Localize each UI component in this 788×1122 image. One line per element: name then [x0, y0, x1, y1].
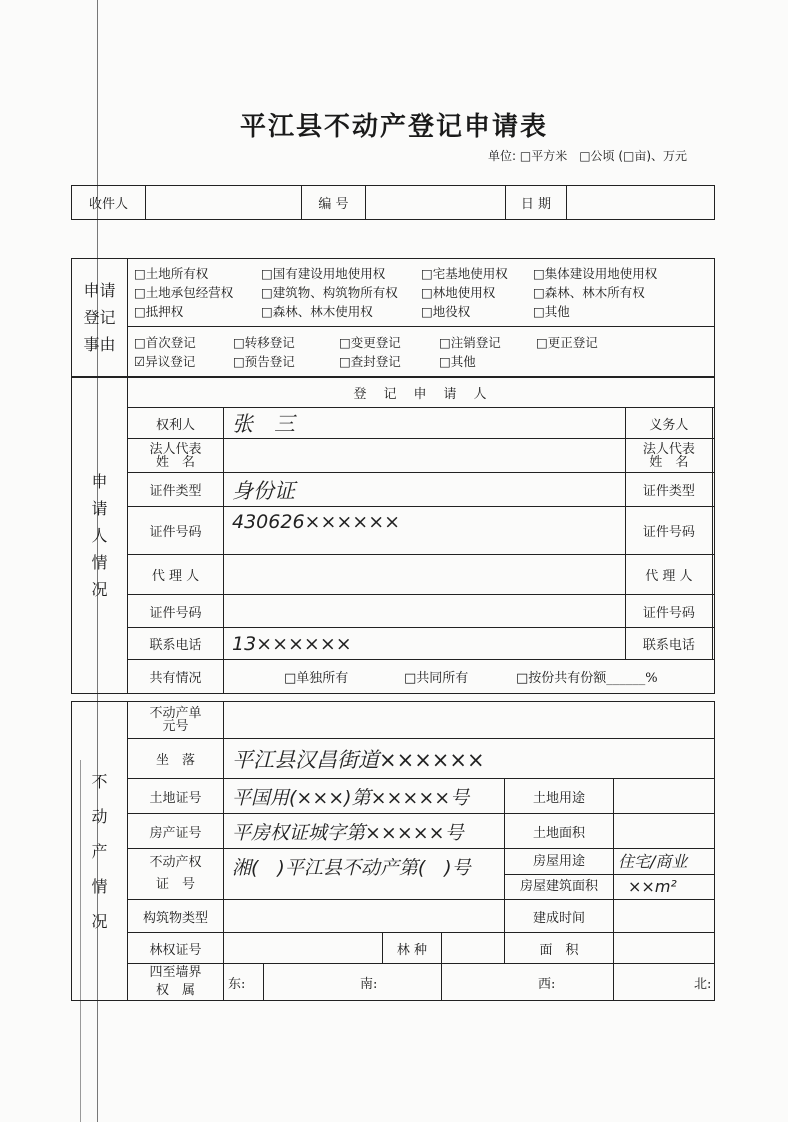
- structure-label: 构筑物类型: [128, 900, 224, 933]
- land-area-value[interactable]: [614, 814, 715, 849]
- built-time-value[interactable]: [614, 900, 715, 933]
- applicant-side-label: [72, 378, 128, 694]
- phone-label-2: 联系电话: [625, 628, 712, 660]
- right-holder-label: 权利人: [128, 408, 224, 439]
- property-table: [71, 701, 715, 1001]
- legal-rep-label: [128, 439, 224, 473]
- opt-change-registration[interactable]: □变更登记: [339, 334, 401, 350]
- phone-value-2[interactable]: [712, 628, 714, 660]
- property-side-char1: 不: [91, 771, 108, 791]
- agent-id-label-2: 证件号码: [625, 595, 712, 628]
- date-field[interactable]: [567, 186, 715, 220]
- built-time-label: 建成时间: [505, 900, 614, 933]
- receiver-label: 收件人: [72, 186, 146, 220]
- boundary-label: [128, 964, 224, 1001]
- opt-transfer-registration[interactable]: □转移登记: [233, 334, 295, 350]
- opt-advance-registration[interactable]: □预告登记: [233, 353, 295, 369]
- land-use-label: 土地用途: [505, 779, 614, 814]
- property-side-char4: 情: [91, 876, 108, 896]
- land-area-label: 土地面积: [505, 814, 614, 849]
- shared-label: 共有情况: [128, 660, 224, 694]
- registration-type-options: [128, 327, 715, 377]
- house-use-label: 房屋用途: [505, 849, 613, 875]
- id-type-label-2: 证件类型: [625, 473, 712, 507]
- north-label: 北:: [614, 964, 715, 1001]
- realty-cert-value[interactable]: 湘( )平江县不动产第( )号: [224, 849, 505, 900]
- applicant-section-title: 登 记 申 请 人: [128, 378, 715, 408]
- structure-value[interactable]: [224, 900, 505, 933]
- obligor-label: 义务人: [625, 408, 712, 439]
- opt-mortgage[interactable]: □抵押权: [134, 304, 184, 319]
- date-label: 日 期: [506, 186, 567, 220]
- reg-label-line2: 登记: [83, 308, 116, 327]
- opt-state-land-use[interactable]: □国有建设用地使用权: [261, 266, 386, 281]
- land-cert-label: 土地证号: [128, 779, 224, 814]
- legal-rep-label-2-text: 法人代表姓 名: [642, 441, 695, 470]
- location-label: 坐 落: [128, 739, 224, 779]
- right-type-options: [128, 259, 715, 327]
- applicant-side-char2: 请: [91, 499, 108, 518]
- forest-type-label: 林 种: [383, 933, 442, 964]
- house-area-value[interactable]: ××m²: [628, 877, 677, 896]
- land-cert-value[interactable]: 平国用(×××)第×××××号: [224, 779, 505, 814]
- opt-land-contract[interactable]: □土地承包经营权: [134, 285, 234, 300]
- house-cert-value[interactable]: 平房权证城字第×××××号: [224, 814, 505, 849]
- id-number-value[interactable]: 430626××××××: [224, 507, 626, 555]
- opt-land-ownership[interactable]: □土地所有权: [134, 266, 209, 281]
- id-number-label-2: 证件号码: [625, 507, 712, 555]
- id-number-value-2[interactable]: [712, 507, 714, 555]
- opt-building-ownership[interactable]: □建筑物、构筑物所有权: [261, 285, 398, 300]
- opt-objection-registration-checked[interactable]: ☑异议登记: [134, 353, 196, 369]
- unit-no-label-text: 不动产单元号: [149, 706, 202, 734]
- opt-easement[interactable]: □地役权: [421, 304, 471, 319]
- id-type-value-2[interactable]: [712, 473, 714, 507]
- unit-no-label: [128, 702, 224, 739]
- agent-value-2[interactable]: [712, 555, 714, 595]
- page-title: 平江县不动产登记申请表: [239, 112, 548, 142]
- agent-label-2: 代 理 人: [625, 555, 712, 595]
- obligor-value[interactable]: [712, 408, 714, 439]
- reg-label-line3: 事由: [83, 335, 116, 354]
- opt-other-registration[interactable]: □其他: [439, 353, 476, 369]
- applicant-side-char5: 况: [91, 580, 108, 599]
- phone-label: 联系电话: [128, 628, 224, 660]
- boundary-label-text: 四至墙界权 属: [149, 965, 202, 998]
- house-area-label: 房屋建筑面积: [519, 879, 598, 894]
- forest-type-value[interactable]: [442, 933, 505, 964]
- realty-cert-label-text: 不动产权证 号: [149, 855, 202, 892]
- area-value[interactable]: [614, 933, 715, 964]
- agent-id-value[interactable]: [224, 595, 626, 628]
- agent-id-value-2[interactable]: [712, 595, 714, 628]
- phone-value[interactable]: 13××××××: [224, 628, 626, 660]
- property-side-label: [72, 702, 128, 1001]
- opt-collective-land-use[interactable]: □集体建设用地使用权: [533, 266, 658, 281]
- opt-sole-ownership[interactable]: □单独所有: [284, 671, 349, 686]
- receiver-field[interactable]: [146, 186, 302, 220]
- legal-rep-value-2[interactable]: [712, 439, 714, 473]
- location-value[interactable]: 平江县汉昌街道××××××: [224, 739, 715, 779]
- land-use-value[interactable]: [614, 779, 715, 814]
- property-side-char2: 动: [91, 806, 108, 826]
- agent-value[interactable]: [224, 555, 626, 595]
- agent-label: 代 理 人: [128, 555, 224, 595]
- area-label: 面 积: [505, 933, 614, 964]
- unit-no-value[interactable]: [224, 702, 715, 739]
- forest-cert-label: 林权证号: [128, 933, 224, 964]
- applicant-side-char1: 申: [91, 472, 108, 491]
- id-type-label: 证件类型: [128, 473, 224, 507]
- opt-forest-ownership[interactable]: □森林、林木所有权: [533, 285, 645, 300]
- number-field[interactable]: [366, 186, 506, 220]
- opt-share-ownership[interactable]: □按份共有份额______%: [516, 671, 658, 686]
- registration-matter-label: [72, 259, 128, 377]
- west-label: 西:: [442, 964, 614, 1001]
- id-number-label: 证件号码: [128, 507, 224, 555]
- header-table: [71, 185, 715, 220]
- opt-first-registration[interactable]: □首次登记: [134, 334, 196, 350]
- house-use-area-values: [614, 849, 715, 900]
- unit-line: 单位: □平方米 □公顷 (□亩)、万元: [488, 149, 688, 163]
- forest-cert-value[interactable]: [224, 933, 383, 964]
- applicant-side-char4: 情: [91, 553, 108, 572]
- east-label: 东:: [224, 964, 264, 1001]
- house-cert-label: 房产证号: [128, 814, 224, 849]
- applicant-side-char3: 人: [91, 526, 108, 545]
- house-use-value[interactable]: 住宅/商业: [614, 849, 714, 875]
- house-use-area-labels: [505, 849, 614, 900]
- opt-forest-use[interactable]: □森林、林木使用权: [261, 304, 373, 319]
- reg-label-line1: 申请: [83, 281, 116, 300]
- realty-cert-label: [128, 849, 224, 900]
- id-type-value[interactable]: 身份证: [224, 473, 626, 507]
- opt-seizure-registration[interactable]: □查封登记: [339, 353, 401, 369]
- south-label: 南:: [264, 964, 442, 1001]
- property-side-char5: 况: [91, 911, 108, 931]
- opt-cancel-registration[interactable]: □注销登记: [439, 334, 501, 350]
- agent-id-label: 证件号码: [128, 595, 224, 628]
- right-holder-value[interactable]: 张 三: [224, 408, 626, 439]
- opt-joint-ownership[interactable]: □共同所有: [404, 671, 469, 686]
- property-side-char3: 产: [91, 841, 108, 861]
- legal-rep-value[interactable]: [224, 439, 626, 473]
- legal-rep-label-2: [625, 439, 712, 473]
- number-label: 编 号: [302, 186, 366, 220]
- opt-other-right[interactable]: □其他: [533, 304, 570, 319]
- registration-matter-table: [71, 258, 715, 377]
- opt-forest-land-use[interactable]: □林地使用权: [421, 285, 496, 300]
- legal-rep-label-text: 法人代表姓 名: [149, 441, 202, 470]
- opt-correction-registration[interactable]: □更正登记: [536, 334, 598, 350]
- shared-options: [224, 660, 715, 694]
- opt-homestead-use[interactable]: □宅基地使用权: [421, 266, 508, 281]
- main-table: [71, 377, 715, 694]
